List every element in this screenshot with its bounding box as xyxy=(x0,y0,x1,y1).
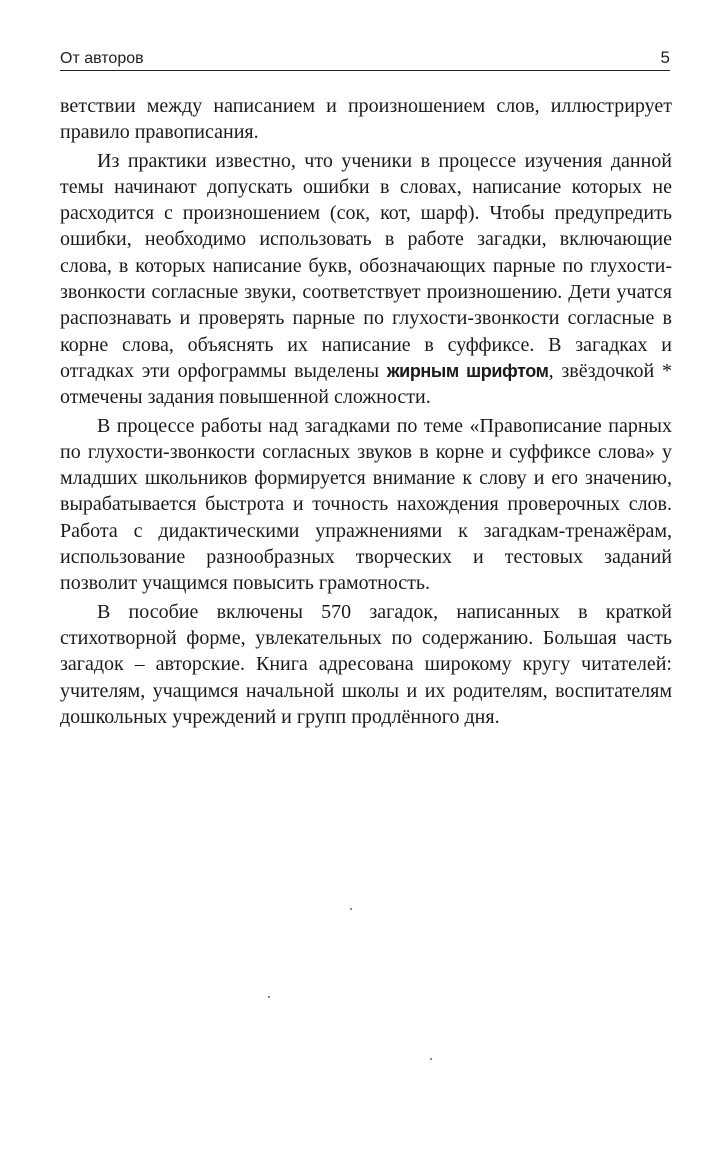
paragraph-2-after: , звёздочкой * отмечены задания повышенной сложности. xyxy=(60,359,672,409)
header-title: От авторов xyxy=(60,50,144,67)
running-header xyxy=(60,48,670,71)
paragraph-3 xyxy=(60,413,672,597)
paragraph-4 xyxy=(60,599,672,730)
paragraph-1-text: ветствии между написанием и произношением слов, иллюстрирует правило правописания. xyxy=(60,95,672,144)
scan-speck xyxy=(350,908,352,910)
bold-phrase: жирным шрифтом xyxy=(386,360,549,381)
paragraph-2 xyxy=(60,148,672,411)
paragraph-4-text: В пособие включены 570 загадок, написанных в краткой стихотворной форме, увлекательных по содержанию. Большая часть загадок – авторские. Книга адресована широкому кругу читателей: учителям, учащимся начальной школы и их родителям, воспитателям дошкольных учреждений и групп продлённого дня. xyxy=(60,600,672,728)
paragraph-2-text: Из практики известно, что ученики в процессе изучения данной темы начинают допускать ошибки в словах, написание которых не расходится с произношением (сок, кот, шарф). Чтобы предупредить ошибки, необходимо использовать в работе загадки, включающие слова, в которых написание букв, обозначающих парные по глухости-звонкости согласные звуки, соответствует произношению. Дети учатся распознавать и проверять парные по глухости-звонкости согласные в корне слова, объяснять их написание в суффиксе. В загадках и отгадках эти орфограммы выделены xyxy=(60,149,672,382)
paragraph-3-text: В процессе работы над загадками по теме «Правописание парных по глухости-звонкости согласных звуков в корне и суффиксе слова» у младших школьников формируется внимание к слову и его значению, вырабатывается быстрота и точность нахождения проверочных слов. Работа с дидактическими упражнениями к загадкам-тренажёрам, использование разнообразных творческих и тестовых заданий позволит учащимся повысить грамотность. xyxy=(60,414,672,595)
body-text xyxy=(60,93,672,730)
page-number: 5 xyxy=(660,48,670,67)
paragraph-1 xyxy=(60,93,672,146)
scan-speck xyxy=(430,1058,432,1060)
scan-speck xyxy=(268,996,270,998)
